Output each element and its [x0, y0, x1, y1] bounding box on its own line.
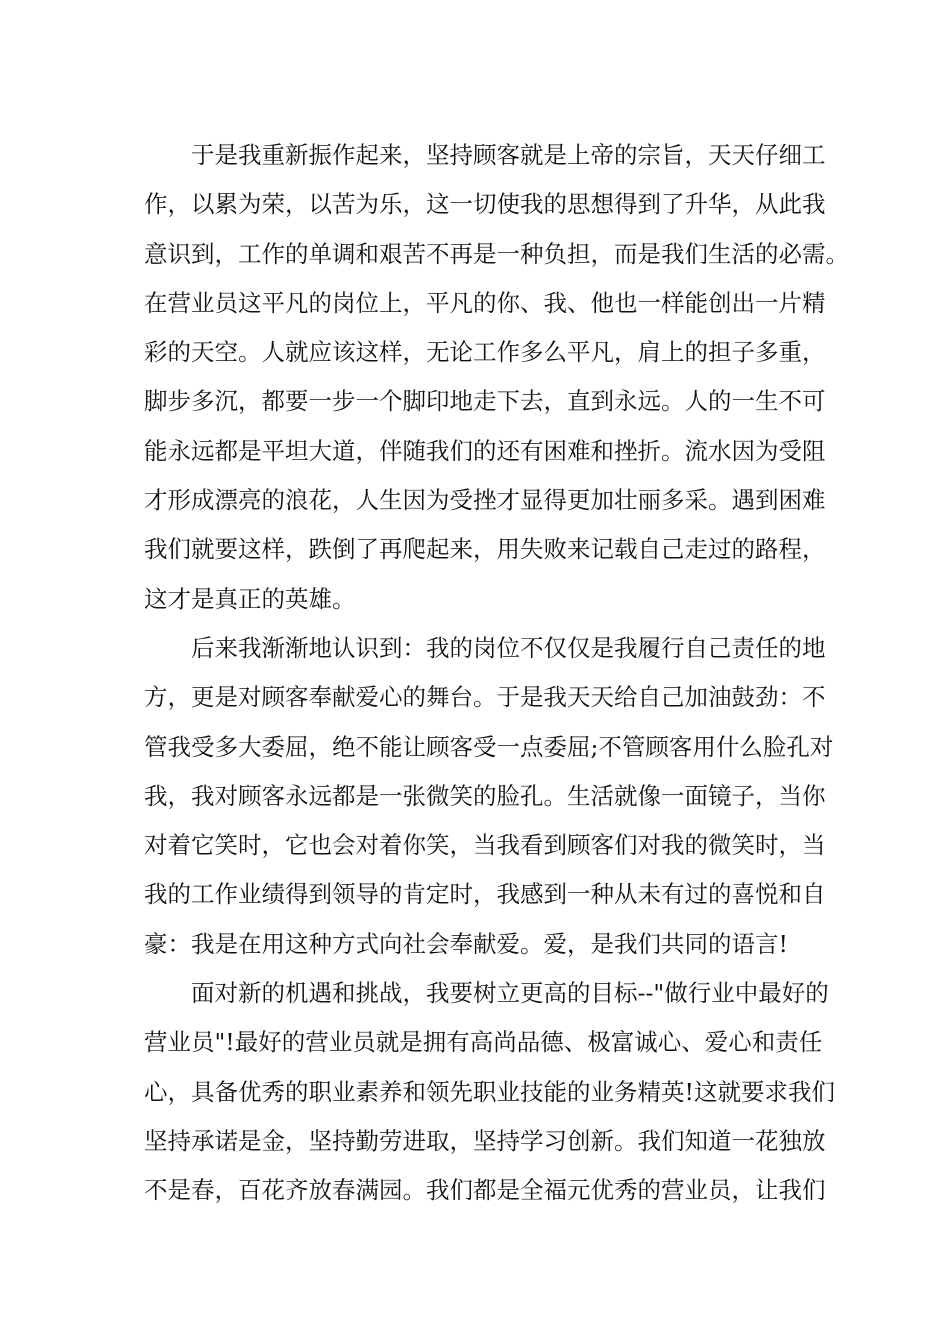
text-line: 这才是真正的英雄。 [144, 584, 356, 613]
text-line: 面对新的机遇和挑战，我要树立更高的目标--"做行业中最好的 [191, 979, 829, 1008]
text-line: 彩的天空。人就应该这样，无论工作多么平凡，肩上的担子多重， [144, 338, 826, 367]
text-line: 营业员"!最好的营业员就是拥有高尚品德、极富诚心、爱心和责任 [144, 1028, 823, 1057]
paragraph-3 [144, 969, 835, 1215]
text-line: 管我受多大委屈，绝不能让顾客受一点委屈;不管顾客用什么脸孔对 [144, 732, 834, 761]
text-line: 豪：我是在用这种方式向社会奉献爱。爱，是我们共同的语言! [144, 929, 788, 958]
text-line: 后来我渐渐地认识到：我的岗位不仅仅是我履行自己责任的地 [191, 633, 826, 662]
text-line: 不是春，百花齐放春满园。我们都是全福元优秀的营业员，让我们 [144, 1176, 826, 1205]
text-line: 能永远都是平坦大道，伴随我们的还有困难和挫折。流水因为受阻 [144, 436, 826, 465]
paragraph-1 [144, 131, 849, 624]
text-line: 我，我对顾客永远都是一张微笑的脸孔。生活就像一面镜子，当你 [144, 781, 826, 810]
text-line: 作，以累为荣，以苦为乐，这一切使我的思想得到了升华，从此我 [144, 190, 826, 219]
text-line: 于是我重新振作起来，坚持顾客就是上帝的宗旨，天天仔细工 [191, 141, 826, 169]
text-line: 在营业员这平凡的岗位上，平凡的你、我、他也一样能创出一片精 [144, 288, 826, 317]
document-body [144, 131, 849, 1216]
text-line: 方，更是对顾客奉献爱心的舞台。于是我天天给自己加油鼓劲：不 [144, 683, 826, 712]
text-line: 对着它笑时，它也会对着你笑，当我看到顾客们对我的微笑时，当 [144, 831, 826, 860]
text-line: 心，具备优秀的职业素养和领先职业技能的业务精英!这就要求我们 [144, 1077, 835, 1106]
text-line: 意识到，工作的单调和艰苦不再是一种负担，而是我们生活的必需。 [144, 239, 849, 268]
text-line: 才形成漂亮的浪花，人生因为受挫才显得更加壮丽多采。遇到困难 [144, 486, 826, 515]
paragraph-2 [144, 624, 834, 969]
text-line: 坚持承诺是金，坚持勤劳进取，坚持学习创新。我们知道一花独放 [144, 1126, 826, 1155]
text-line: 我们就要这样，跌倒了再爬起来，用失败来记载自己走过的路程， [144, 535, 826, 564]
text-line: 我的工作业绩得到领导的肯定时，我感到一种从未有过的喜悦和自 [144, 880, 826, 909]
text-line: 脚步多沉，都要一步一个脚印地走下去，直到永远。人的一生不可 [144, 387, 826, 416]
